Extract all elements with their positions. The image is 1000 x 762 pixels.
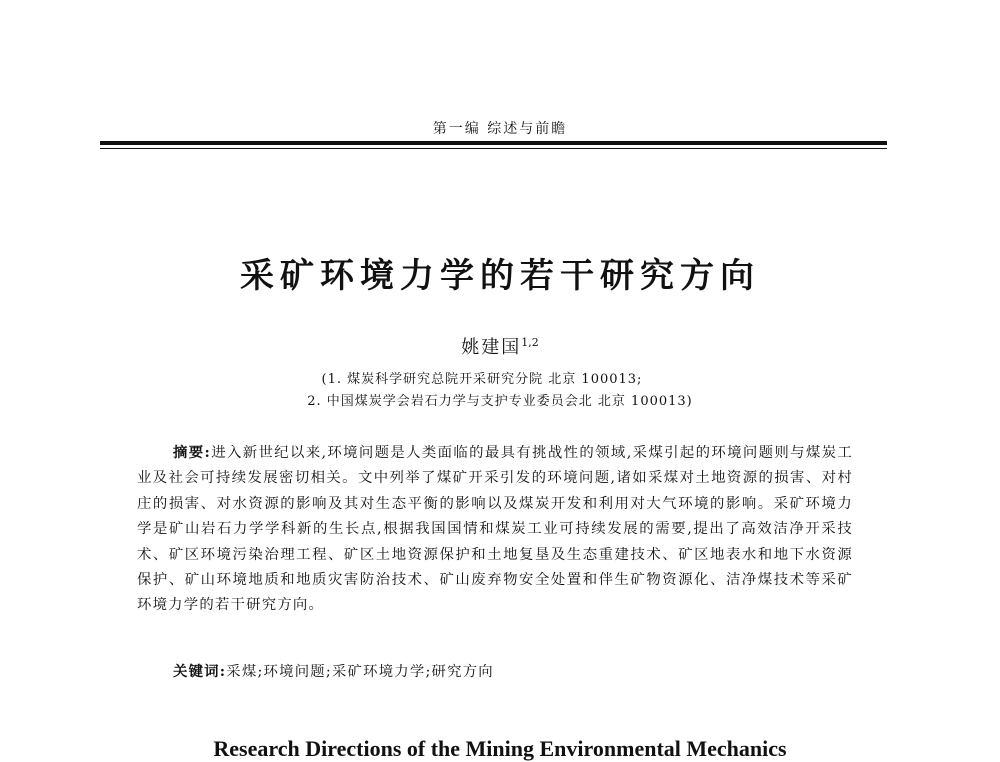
abstract-text: 进入新世纪以来,环境问题是人类面临的最具有挑战性的领域,采煤引起的环境问题则与煤炭工业及社会可持续发展密切相关。文中列举了煤矿开采引发的环境问题,诸如采煤对土地资源的损害、对村庄的损害、对水资源的影响及其对生态平衡的影响以及煤炭开发和利用对大气环境的影响。采矿环境力学是矿山岩石力学学科新的生长点,根据我国国情和煤炭工业可持续发展的需要,提出了高效洁净开采技术、矿区环境污染治理工程、矿区土地资源保护和土地复垦及生态重建技术、矿区地表水和地下水资源保护、矿山环境地质和地质灾害防治技术、矿山废弃物安全处置和伴生矿物资源化、洁净煤技术等采矿环境力学的若干研究方向。 — [137, 445, 853, 614]
keywords-text: 采煤;环境问题;采矿环境力学;研究方向 — [226, 664, 494, 680]
header-rule-thick — [100, 141, 887, 145]
author-line — [0, 333, 1000, 359]
keywords — [173, 660, 853, 681]
author-name: 姚建国 — [461, 337, 522, 358]
author-superscript: 1,2 — [521, 336, 539, 349]
abstract-label: 摘要: — [173, 444, 212, 461]
keywords-label: 关键词: — [173, 663, 227, 680]
paper-title: 采矿环境力学的若干研究方向 — [240, 256, 760, 296]
header-rule-thin — [100, 148, 887, 149]
english-title: Research Directions of the Mining Environmental Mechanics — [213, 736, 787, 761]
affiliation-2: 2. 中国煤炭学会岩石力学与支护专业委员会北 北京 100013) — [307, 394, 693, 409]
affiliation-1: (1. 煤炭科学研究总院开采研究分院 北京 100013; — [321, 372, 643, 387]
running-header: 第一编 综述与前瞻 — [432, 121, 568, 137]
abstract — [137, 440, 853, 619]
